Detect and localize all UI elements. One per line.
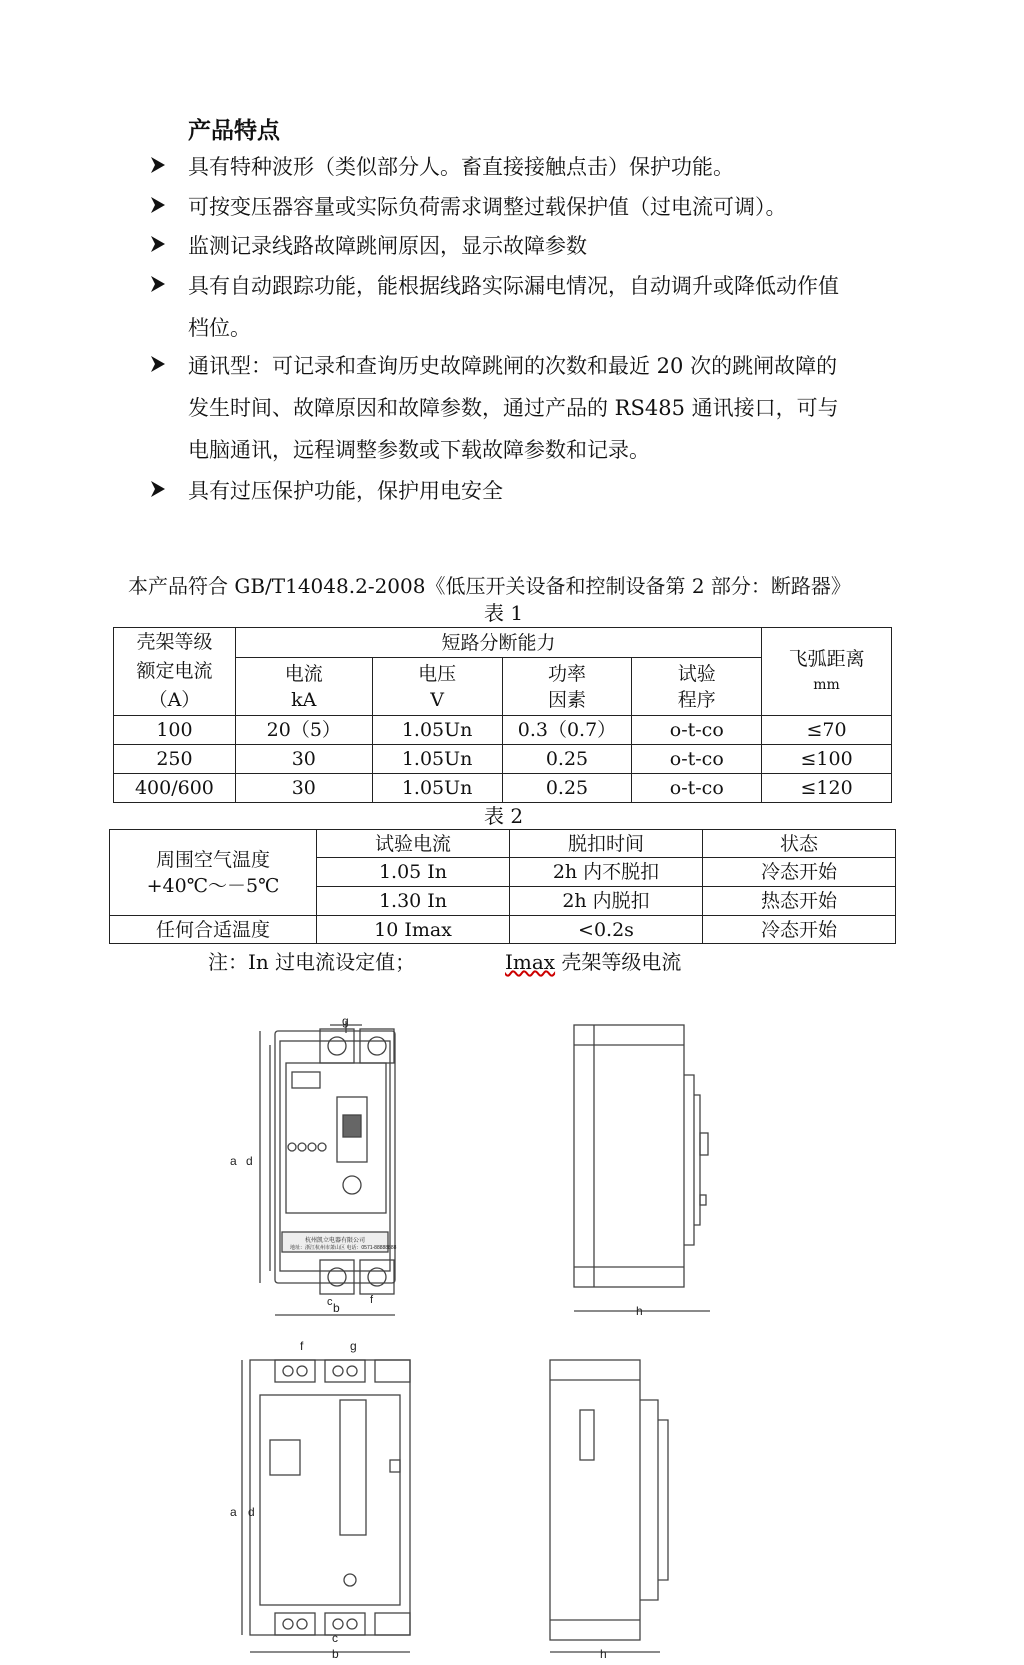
table-row bbox=[110, 916, 896, 944]
feature-text: 具有特种波形（类似部分人。畜直接接触点击）保护功能。 bbox=[188, 155, 734, 179]
table-row bbox=[114, 774, 892, 803]
dim-h-label: h bbox=[600, 1647, 607, 1660]
cell: ≤120 bbox=[762, 774, 892, 803]
feature-item bbox=[150, 345, 850, 471]
cell: 0.25 bbox=[502, 745, 632, 774]
dim-d-label: d bbox=[246, 1154, 253, 1168]
cell: 30 bbox=[235, 745, 372, 774]
arrow-bullet-icon bbox=[150, 146, 170, 188]
cell: 1.05Un bbox=[372, 745, 502, 774]
standard-note: 本产品符合 GB/T14048.2-2008《低压开关设备和控制设备第 2 部分：断路器》 bbox=[128, 574, 851, 598]
dim-b-label: b bbox=[333, 1301, 340, 1315]
cell: 1.05Un bbox=[372, 774, 502, 803]
dim-a-label: a bbox=[230, 1505, 237, 1519]
header-current: 电流 kA bbox=[235, 658, 372, 716]
nameplate-line1: 杭州凯立电器有限公司 bbox=[305, 1238, 366, 1244]
feature-item bbox=[150, 225, 890, 267]
cell: 20（5） bbox=[235, 716, 372, 745]
feature-text: 通讯型：可记录和查询历史故障跳闸的次数和最近 20 次的跳闸故障的发生时间、故障原因和故障参数，通过产品的 RS485 通讯接口，可与电脑通讯，远程调整参数或下载故障参数和记录。 bbox=[188, 354, 839, 462]
nameplate-line2: 地址：浙江杭州市萧山区 电话：0571-88888888 bbox=[290, 1245, 397, 1251]
table2-caption: 表 2 bbox=[484, 804, 524, 828]
table1-caption: 表 1 bbox=[484, 601, 524, 625]
cell: 1.05 In bbox=[317, 858, 510, 887]
cell: 2h 内不脱扣 bbox=[510, 858, 703, 887]
header-power-factor: 功率 因素 bbox=[502, 658, 632, 716]
feature-text: 具有自动跟踪功能，能根据线路实际漏电情况，自动调升或降低动作值档位。 bbox=[188, 274, 839, 340]
header-test-program: 试验 程序 bbox=[632, 658, 762, 716]
imax-label: Imax bbox=[505, 950, 556, 974]
cell: 250 bbox=[114, 745, 236, 774]
header-short-circuit: 短路分断能力 bbox=[235, 628, 761, 658]
cell: 30 bbox=[235, 774, 372, 803]
dim-b-label: b bbox=[332, 1647, 339, 1660]
cell: 冷态开始 bbox=[703, 858, 896, 887]
table-row bbox=[114, 745, 892, 774]
dim-f-label: f bbox=[370, 1294, 374, 1306]
table-row bbox=[114, 716, 892, 745]
section-title: 产品特点 bbox=[188, 118, 280, 144]
header-trip-time: 脱扣时间 bbox=[510, 830, 703, 858]
header-arc: 飞弧距离 mm bbox=[762, 628, 892, 716]
cell: 1.05Un bbox=[372, 716, 502, 745]
ambient-temp-cell: 周围空气温度 +40℃～－5℃ bbox=[110, 830, 317, 916]
front-view-diagram-2 bbox=[230, 1340, 440, 1660]
dim-c-label: c bbox=[327, 1296, 333, 1308]
feature-item bbox=[150, 265, 850, 349]
cell: <0.2s bbox=[510, 916, 703, 944]
side-view-diagram-2 bbox=[540, 1340, 710, 1660]
cell: 0.25 bbox=[502, 774, 632, 803]
footnote-right bbox=[505, 946, 681, 975]
header-state: 状态 bbox=[703, 830, 896, 858]
header-frame: 壳架等级 额定电流 （A） bbox=[114, 628, 236, 716]
feature-item bbox=[150, 146, 890, 188]
feature-text: 监测记录线路故障跳闸原因，显示故障参数 bbox=[188, 234, 587, 258]
dim-h-label: h bbox=[636, 1304, 643, 1318]
header-test-current: 试验电流 bbox=[317, 830, 510, 858]
arrow-bullet-icon bbox=[150, 345, 170, 387]
cell: ≤100 bbox=[762, 745, 892, 774]
front-view-diagram-1 bbox=[230, 1015, 440, 1335]
table2 bbox=[109, 829, 896, 944]
cell: 10 Imax bbox=[317, 916, 510, 944]
dim-g-label: g bbox=[350, 1340, 357, 1353]
feature-text: 具有过压保护功能，保护用电安全 bbox=[188, 479, 503, 503]
cell: ≤70 bbox=[762, 716, 892, 745]
feature-item bbox=[150, 186, 890, 228]
footnote-left: 注：In 过电流设定值； bbox=[208, 950, 416, 974]
cell: 0.3（0.7） bbox=[502, 716, 632, 745]
cell: 冷态开始 bbox=[703, 916, 896, 944]
feature-item bbox=[150, 470, 890, 512]
cell: 2h 内脱扣 bbox=[510, 887, 703, 916]
cell: o-t-co bbox=[632, 745, 762, 774]
table1 bbox=[113, 627, 892, 803]
dim-f-label: f bbox=[300, 1340, 304, 1353]
side-view-diagram-1 bbox=[560, 1015, 740, 1335]
header-voltage: 电压 V bbox=[372, 658, 502, 716]
cell: 1.30 In bbox=[317, 887, 510, 916]
dim-a-label: a bbox=[230, 1154, 237, 1168]
arrow-bullet-icon bbox=[150, 265, 170, 307]
dim-d-label: d bbox=[248, 1505, 255, 1519]
cell: 100 bbox=[114, 716, 236, 745]
cell: 400/600 bbox=[114, 774, 236, 803]
feature-text: 可按变压器容量或实际负荷需求调整过载保护值（过电流可调）。 bbox=[188, 195, 787, 219]
cell: 热态开始 bbox=[703, 887, 896, 916]
imax-desc: 壳架等级电流 bbox=[555, 950, 682, 974]
cell: o-t-co bbox=[632, 774, 762, 803]
dim-g-label: g bbox=[342, 1015, 349, 1028]
cell: 任何合适温度 bbox=[110, 916, 317, 944]
arrow-bullet-icon bbox=[150, 470, 170, 512]
arrow-bullet-icon bbox=[150, 186, 170, 228]
dim-c-label: c bbox=[332, 1631, 338, 1645]
arrow-bullet-icon bbox=[150, 225, 170, 267]
cell: o-t-co bbox=[632, 716, 762, 745]
